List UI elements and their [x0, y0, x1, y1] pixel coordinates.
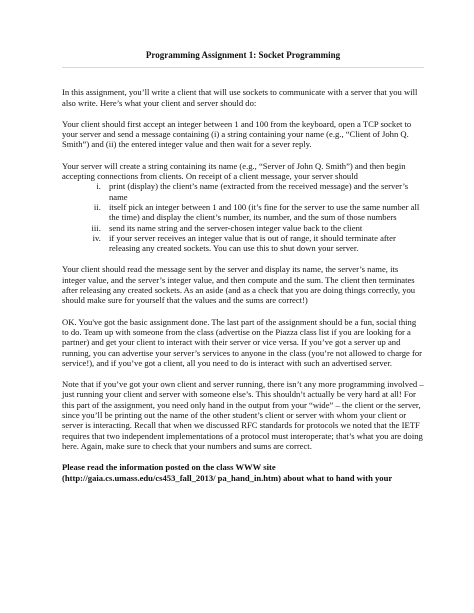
server-paragraph: Your server will create a string containing its name (e.g., “Server of John Q. Smith”) and then begin accepting connections from clients. On receipt of a client message, your server should	[62, 160, 406, 182]
server-steps-list	[62, 181, 424, 253]
hand-in-paragraph: Please read the information posted on the class WWW site (http://gaia.cs.umass.edu/cs453_fall_2013/ pa_hand_in.htm) about what to hand with your	[62, 462, 393, 483]
note-paragraph: Note that if you’ve got your own client and server running, there isn’t any more programming involved – just running your client and server with someone else’s. This shouldn’t actually be very hard at all! For this part of the assignment, you need only hand in the output from your “wide” – the client or the server, since you’ll be printing out the name of the other student’s client or server with whom your client or server is interacting. Recall that when we discussed RFC standards for protocols we noted that the IETF requires that two independent implementations of a protocol must interoperate; that’s what you are doing here. Again, make sure to check that your numbers and sums are correct.	[62, 379, 424, 451]
list-item: iii. send its name string and the server-chosen integer value back to the client	[103, 223, 424, 233]
client-read-paragraph: Your client should read the message sent by the server and display its name, the server’s name, its integer value, and the server’s integer value, and then compute and the sum. The client then terminates after releasing any created sockets. As an aside (and as a check that you are doing things correctly, you should make sure for yourself that the values and the sums are correct!)	[62, 264, 416, 306]
list-item: ii. itself pick an integer between 1 and 100 (it’s fine for the server to use the same number all the time) and display the client’s number, its number, and the sum of those numbers	[103, 202, 424, 223]
title-divider	[62, 67, 424, 68]
list-item: i. print (display) the client’s name (extracted from the received message) and the server’s name	[103, 181, 424, 202]
intro-paragraph: In this assignment, you’ll write a client that will use sockets to communicate with a server that you will also write. Here’s what your client and server should do:	[62, 87, 418, 108]
list-item: iv. if your server receives an integer value that is out of range, it should terminate after releasing any created sockets. You can use this to shut down your server.	[103, 233, 424, 254]
client-paragraph: Your client should first accept an integer between 1 and 100 from the keyboard, open a TCP socket to your server and send a message containing (i) a string containing your name (e.g., “Client of John Q. Smith”) and (ii) the entered integer value and then wait for a sever reply.	[62, 118, 412, 150]
page-title: Programming Assignment 1: Socket Programming	[145, 50, 341, 60]
document-page	[62, 50, 424, 494]
ok-paragraph: OK. You've got the basic assignment done. The last part of the assignment should be a fun, social thing to do. Team up with someone from the class (advertise on the Piazza class list if you are looking for a partner) and get your client to interact with their server or vice versa. If you’ve got a server up and running, you can advertise your server’s services to anyone in the class (you’re not allowed to charge for service!), and if you’ve got a client, all you need to do is interact with such an advertised server.	[62, 316, 423, 368]
